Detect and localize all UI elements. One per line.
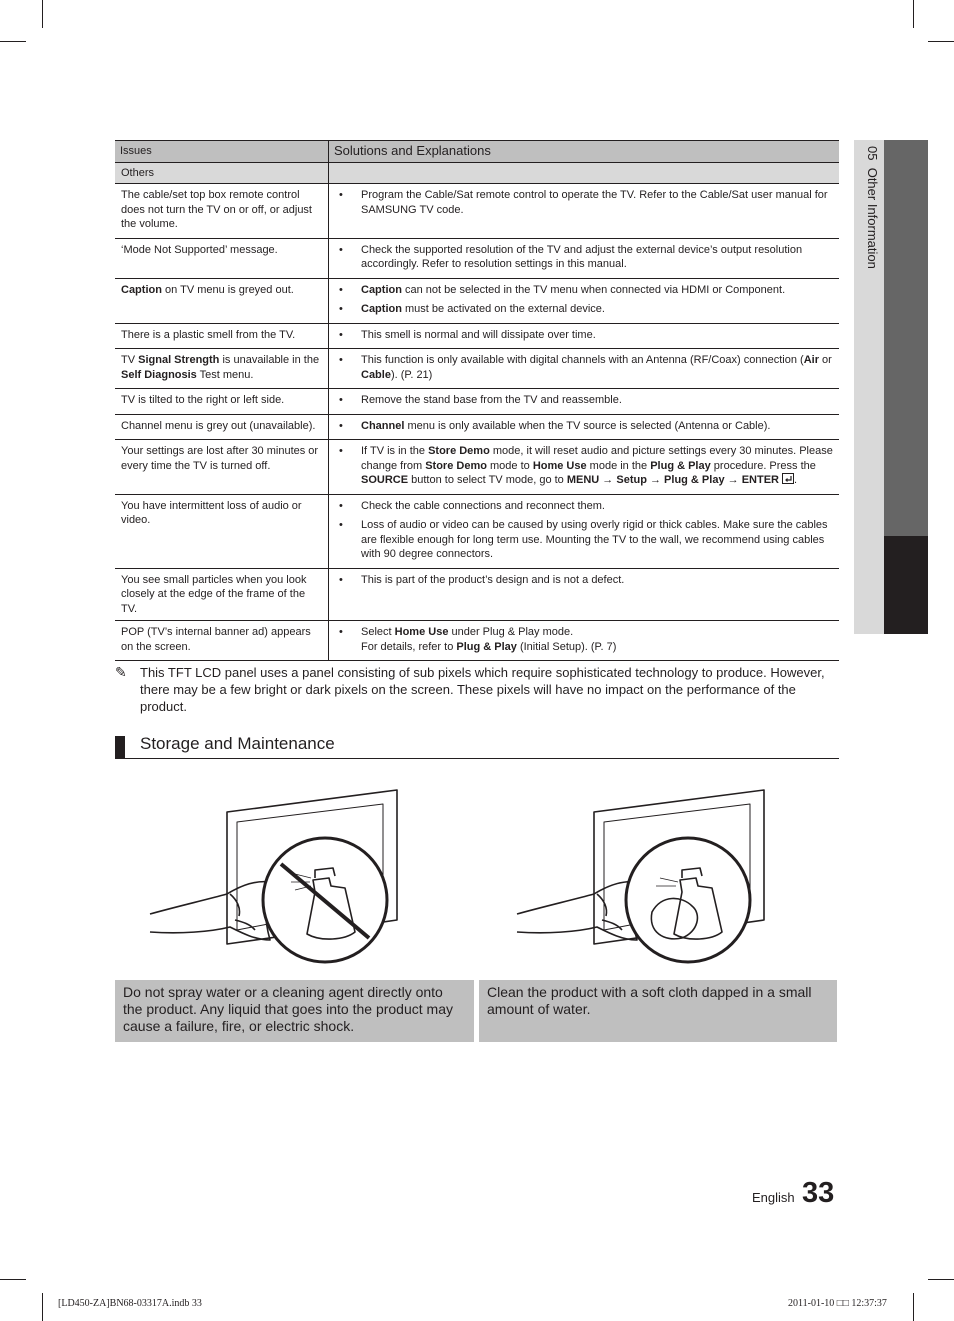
crop-mark	[0, 41, 26, 42]
solution-text: mode in the	[586, 459, 651, 472]
issue-cell	[115, 349, 329, 389]
solution-item: • Check the supported resolution of the TV and adjust the external device’s output resolution accordingly. Refer to resolution settings in this manual.	[339, 243, 833, 272]
solution-keyword: Caption	[361, 283, 402, 296]
solution-keyword: Air	[803, 354, 819, 366]
column-header-solutions: Solutions and Explanations	[329, 141, 840, 163]
side-tab-stripe-active	[884, 536, 928, 634]
pencil-icon: ✎	[115, 664, 127, 680]
crop-mark	[913, 1293, 914, 1321]
issue-text: on TV menu is greyed out.	[161, 283, 294, 296]
solution-keyword: Caption	[361, 303, 402, 315]
solution-keyword: MENU	[566, 474, 600, 486]
solution-cell	[329, 621, 840, 661]
solution-keyword: Setup	[616, 474, 647, 486]
solution-text: under Plug & Play mode.	[448, 626, 574, 638]
table-row	[115, 414, 839, 440]
crop-mark	[0, 1279, 26, 1280]
chapter-title: Other Information	[865, 167, 880, 269]
issue-keyword: Caption	[121, 283, 162, 296]
solution-text: (Initial Setup). (P. 7)	[516, 640, 617, 653]
issue-keyword: Signal Strength	[138, 354, 220, 366]
no-spray-illustration	[145, 782, 475, 972]
solution-cell	[329, 238, 840, 278]
solution-cell	[329, 440, 840, 495]
solution-text: Select	[361, 626, 395, 638]
solution-item	[339, 625, 833, 654]
table-row	[115, 278, 839, 323]
issue-cell: You see small particles when you look closely at the edge of the frame of the TV.	[115, 568, 329, 621]
solution-item	[339, 302, 833, 317]
solution-item: • Loss of audio or video can be caused by using overly rigid or thick cables. Make sure the cables are flexible enough for long term use. Mounting the TV to the wall, we recommend using cables with 90 degree connectors.	[339, 518, 833, 562]
crop-mark	[928, 1279, 954, 1280]
issue-cell: POP (TV’s internal banner ad) appears on the screen.	[115, 621, 329, 661]
subheader-empty	[329, 162, 840, 184]
table-row	[115, 621, 839, 661]
issue-cell	[115, 278, 329, 323]
solution-text: ). (P. 21)	[390, 368, 433, 381]
solution-text: mode to	[486, 459, 533, 472]
enter-icon	[782, 473, 794, 484]
crop-mark	[42, 0, 43, 28]
column-header-issues: Issues	[115, 141, 329, 163]
solution-cell	[329, 349, 840, 389]
note-text: This TFT LCD panel uses a panel consisting of sub pixels which require sophisticated technology to produce. However, there may be a few bright or dark pixels on the screen. These pixels will have no impact on the performance of the product.	[140, 665, 825, 714]
solution-text: This function is only available with digital channels with an Antenna (RF/Coax) connection (	[361, 354, 804, 366]
issue-text: TV	[121, 354, 139, 366]
solution-text: →	[724, 474, 742, 486]
table-row	[115, 389, 839, 415]
table-row	[115, 323, 839, 349]
issue-keyword: Self Diagnosis	[121, 368, 197, 381]
solution-keyword: Plug & Play	[650, 459, 711, 472]
issue-cell: You have intermittent loss of audio or video.	[115, 494, 329, 568]
solution-text: must be activated on the external device.	[401, 303, 605, 315]
imprint-file: [LD450-ZA]BN68-03317A.indb 33	[58, 1298, 202, 1309]
solution-text: procedure. Press the	[710, 459, 816, 472]
solution-keyword: Store Demo	[425, 459, 487, 472]
crop-mark	[913, 0, 914, 28]
solution-item	[339, 419, 833, 434]
solution-text: menu is only available when the TV source is selected (Antenna or Cable).	[404, 419, 771, 432]
table-row	[115, 238, 839, 278]
solution-keyword: Plug & Play	[664, 474, 725, 486]
solution-cell	[329, 494, 840, 568]
table-row	[115, 568, 839, 621]
section-rule	[115, 758, 839, 759]
table-row	[115, 184, 839, 239]
table-row	[115, 349, 839, 389]
troubleshooting-table	[115, 140, 839, 661]
solution-cell	[329, 323, 840, 349]
solution-item: • Check the cable connections and reconnect them.	[339, 499, 833, 514]
solution-keyword: ENTER	[741, 474, 779, 486]
subheader-others: Others	[115, 162, 329, 184]
crop-mark	[42, 1293, 43, 1321]
solution-text: button to select TV mode, go to	[408, 474, 567, 486]
solution-cell	[329, 278, 840, 323]
solution-cell	[329, 389, 840, 415]
solution-item: • This smell is normal and will dissipate over time.	[339, 328, 833, 343]
table-row	[115, 494, 839, 568]
caption-clean-soft-cloth: Clean the product with a soft cloth dapped in a small amount of water.	[479, 980, 837, 1042]
solution-text: →	[599, 474, 617, 486]
issue-cell: The cable/set top box remote control does not turn the TV on or off, or adjust the volume.	[115, 184, 329, 239]
solution-item: • This is part of the product’s design and is not a defect.	[339, 573, 833, 588]
solution-keyword: Home Use	[394, 626, 449, 638]
solution-item	[339, 283, 833, 298]
solution-text: can not be selected in the TV menu when connected via HDMI or Component.	[401, 283, 786, 296]
side-tab-stripe	[884, 140, 928, 536]
solution-cell	[329, 184, 840, 239]
section-marker	[115, 736, 125, 758]
solution-text: For details, refer to	[361, 640, 457, 653]
solution-keyword: SOURCE	[361, 474, 409, 486]
solution-text: If TV is in the	[361, 445, 429, 457]
solution-keyword: Home Use	[532, 459, 587, 472]
solution-text: →	[646, 474, 665, 486]
note-block	[115, 664, 839, 715]
footer-language: English	[752, 1190, 795, 1205]
solution-item	[339, 353, 833, 382]
issue-cell: There is a plastic smell from the TV.	[115, 323, 329, 349]
issue-cell: TV is tilted to the right or left side.	[115, 389, 329, 415]
solution-text: mode, it will reset audio and picture settings every 30 minutes. Please change from	[361, 445, 833, 472]
solution-item: • Remove the stand base from the TV and reassemble.	[339, 393, 833, 408]
solution-item	[339, 444, 833, 488]
solution-cell	[329, 414, 840, 440]
solution-cell	[329, 568, 840, 621]
solution-keyword: Store Demo	[428, 445, 490, 457]
solution-text: or	[818, 354, 832, 366]
soft-cloth-illustration	[512, 782, 842, 972]
issue-text: is unavailable in the	[219, 354, 320, 366]
caption-do-not-spray: Do not spray water or a cleaning agent directly onto the product. Any liquid that goes into the product may cause a failure, fire, or electric shock.	[115, 980, 474, 1042]
issue-text: Test menu.	[196, 368, 254, 381]
solution-keyword: Cable	[361, 368, 391, 381]
table-row	[115, 440, 839, 495]
solution-text: .	[794, 474, 798, 486]
solution-keyword: Channel	[361, 419, 405, 432]
section-title: Storage and Maintenance	[140, 734, 335, 753]
crop-mark	[928, 41, 954, 42]
chapter-label	[858, 146, 880, 306]
imprint-date: 2011-01-10 □□ 12:37:37	[788, 1298, 887, 1309]
issue-cell: Channel menu is grey out (unavailable).	[115, 414, 329, 440]
table-header-row	[115, 141, 839, 163]
solution-keyword: Plug & Play	[456, 640, 517, 653]
table-subheader-row	[115, 162, 839, 184]
issue-cell: ‘Mode Not Supported’ message.	[115, 238, 329, 278]
issue-cell: Your settings are lost after 30 minutes or every time the TV is turned off.	[115, 440, 329, 495]
chapter-number: 05	[865, 146, 880, 161]
solution-item: • Program the Cable/Sat remote control to operate the TV. Refer to the Cable/Sat user manual for SAMSUNG TV code.	[339, 188, 833, 217]
page-number: 33	[802, 1177, 835, 1209]
